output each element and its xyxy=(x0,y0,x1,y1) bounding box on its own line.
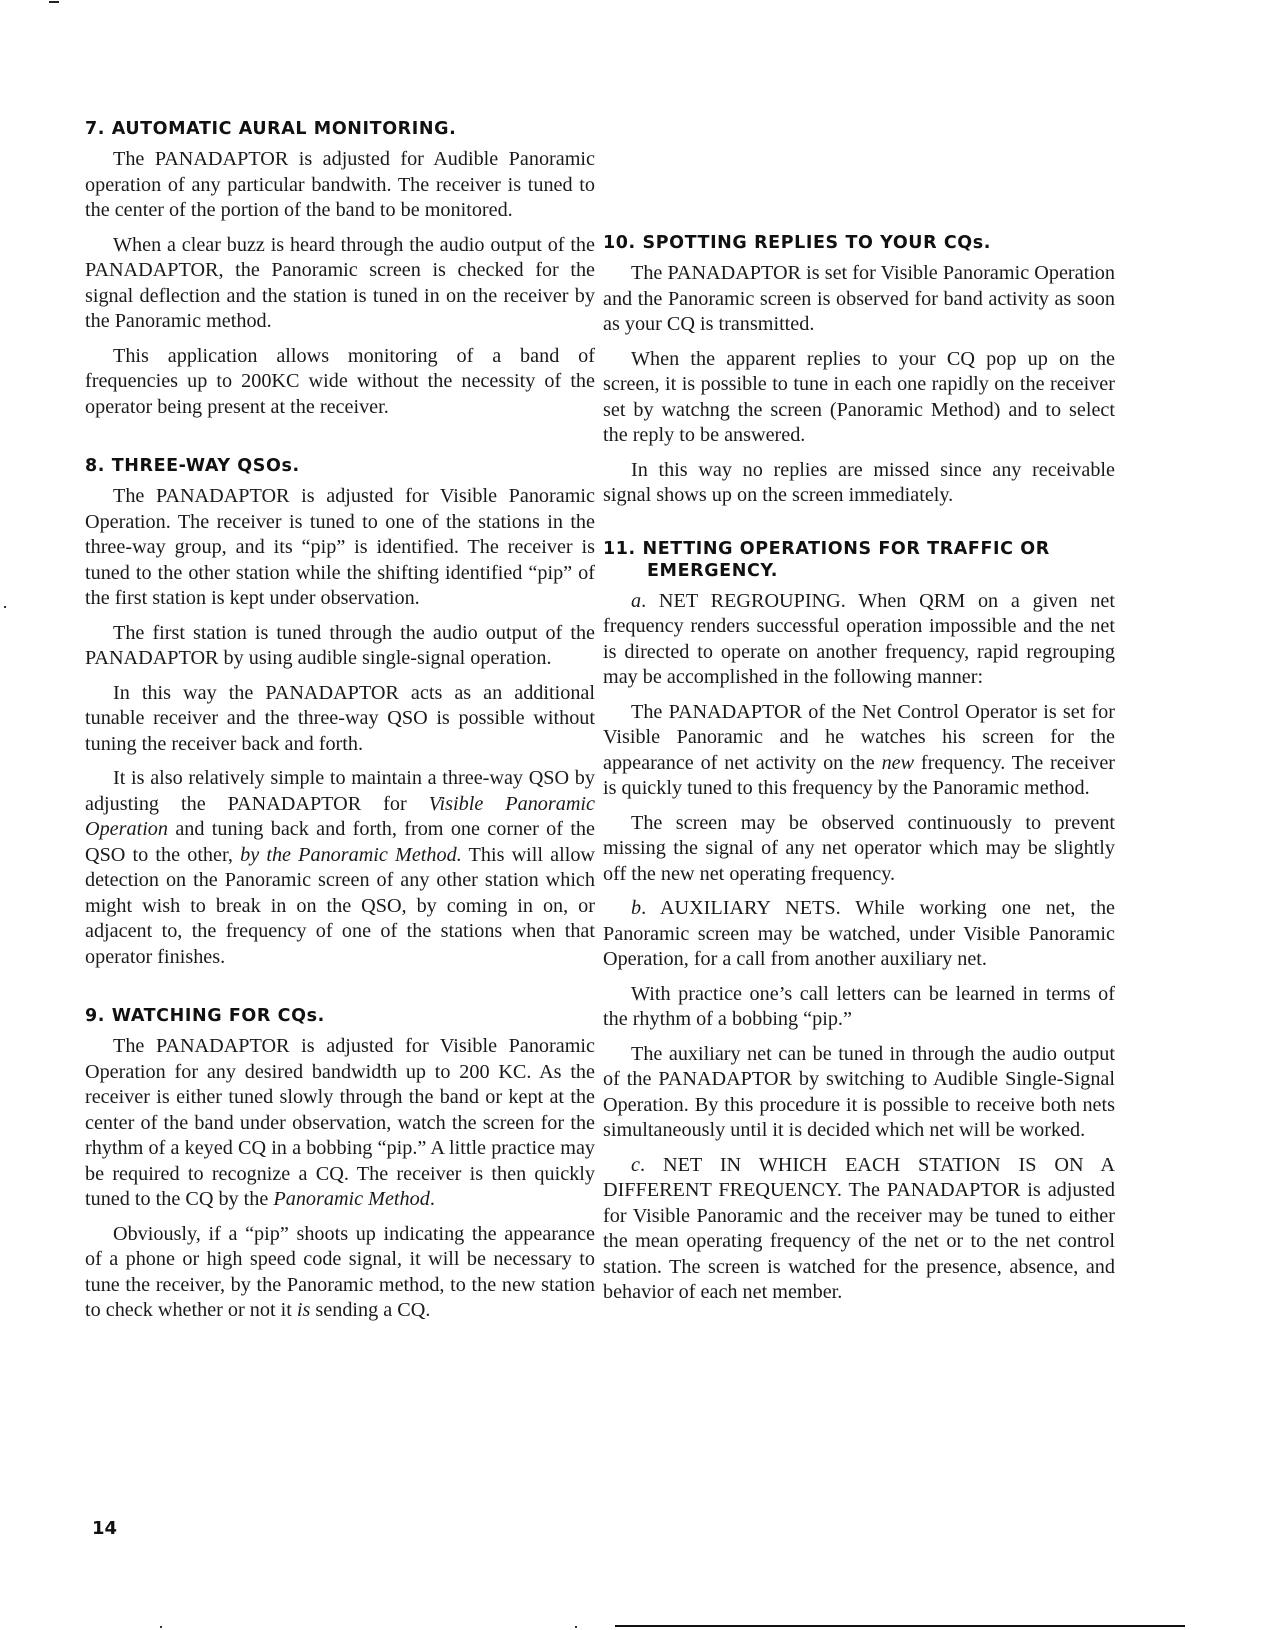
subsection-a-net-regrouping xyxy=(603,589,1115,691)
subsection-label: c xyxy=(631,1153,640,1176)
paragraph: In this way no replies are missed since any receivable signal shows up on the screen immediately. xyxy=(603,458,1115,506)
heading-line: EMERGENCY. xyxy=(647,560,779,581)
section-heading: 8. THREE-WAY QSOs. xyxy=(85,456,300,476)
text-run: . NET REGROUPING. When QRM on a given net frequency renders successful operation impossible and the net is directed to operate on another frequency, rapid regrouping may be accomplished in the following manner: xyxy=(603,589,1115,688)
paragraph: The PANADAPTOR is adjusted for Audible Panoramic operation of any particular bandwith. The receiver is tuned to the center of the portion of the band to be monitored. xyxy=(85,148,595,221)
italic-run: by the Panoramic Method. xyxy=(240,843,462,866)
section-heading: 7. AUTOMATIC AURAL MONITORING. xyxy=(85,119,457,139)
paragraph: The PANADAPTOR is adjusted for Visible Panoramic Operation. The receiver is tuned to one of the stations in the three-way group, and its “pip” is identified. The receiver is tuned to the other station while the shifting identified “pip” of the first station is kept under observation. xyxy=(85,485,595,609)
scan-speck xyxy=(4,606,6,608)
paragraph: With practice one’s call letters can be learned in terms of the rhythm of a bobbing “pip.” xyxy=(603,982,1115,1030)
subsection-b-auxiliary-nets xyxy=(603,896,1115,973)
right-column xyxy=(603,232,1115,1315)
italic-run: Visible Panoramic Operation xyxy=(85,792,595,840)
paragraph-continued xyxy=(85,1222,595,1324)
section-heading: 10. SPOTTING REPLIES TO YOUR CQs. xyxy=(603,233,992,253)
scan-speck xyxy=(160,1626,162,1628)
text-run: The PANADAPTOR is adjusted for Visible Panoramic Operation for any desired bandwidth up to 200 KC. As the receiver is either tuned slowly through the band or kept at the center of the band under observation, watch the screen for the rhythm of a keyed CQ in a bobbing “pip.” A little practice may be required to recognize a CQ. The receiver is then quickly tuned to the CQ by the xyxy=(85,1035,595,1210)
text-run: . AUXILIARY NETS. While working one net, the Panoramic screen may be watched, under Visible Panoramic Operation, for a call from another auxiliary net. xyxy=(603,897,1115,970)
text-run: frequency. The receiver is quickly tuned to this frequency by the Panoramic method. xyxy=(603,751,1115,799)
scan-edge-line xyxy=(615,1625,1185,1627)
section-11-netting-operations xyxy=(603,538,1115,1306)
paragraph xyxy=(603,700,1115,802)
paragraph: The PANADAPTOR is set for Visible Panoramic Operation and the Panoramic screen is observed for band activity as soon as your CQ is transmitted. xyxy=(603,262,1115,335)
paragraph xyxy=(85,1034,595,1213)
page-number: 14 xyxy=(92,1518,118,1539)
paragraph: The first station is tuned through the audio output of the PANADAPTOR by using audible single-signal operation. xyxy=(85,621,595,669)
text-run: and tuning back and forth, from one corner of the QSO to the other, xyxy=(85,818,595,866)
italic-run: new xyxy=(881,751,915,774)
section-8-three-way-qsos xyxy=(85,455,595,970)
italic-run: is xyxy=(296,1299,311,1321)
section-9-watching-for-cqs xyxy=(85,1005,595,1324)
subsection-c-net-each-station-different-frequency xyxy=(603,1153,1115,1306)
scan-artifact xyxy=(49,1,59,3)
text-run: . xyxy=(429,1188,435,1210)
text-run: Obviously, if a “pip” shoots up indicating the appearance of a phone or high speed code signal, it will be necessary to tune the receiver, by the Panoramic method, to the new station to check whether or not it xyxy=(85,1222,595,1321)
paragraph: When the apparent replies to your CQ pop up on the screen, it is possible to tune in each one rapidly on the receiver set by watchng the screen (Panoramic Method) and to select the reply to be answered. xyxy=(603,347,1115,446)
section-7-automatic-aural-monitoring xyxy=(85,118,595,420)
section-10-spotting-replies xyxy=(603,232,1115,509)
paragraph: The screen may be observed continuously to prevent missing the signal of any net operator which may be slightly off the new net operating frequency. xyxy=(603,811,1115,885)
paragraph: When a clear buzz is heard through the audio output of the PANADAPTOR, the Panoramic screen is checked for the signal deflection and the station is tuned in on the receiver by the Panoramic method. xyxy=(85,233,595,332)
section-heading: 9. WATCHING FOR CQs. xyxy=(85,1006,325,1026)
paragraph xyxy=(85,766,595,970)
paragraph: The auxiliary net can be tuned in through the audio output of the PANADAPTOR by switching to Audible Single-Signal Operation. By this procedure it is possible to receive both nets simultaneously until it is decided which net will be worked. xyxy=(603,1042,1115,1141)
subsection-label: a xyxy=(631,589,642,612)
left-column xyxy=(85,118,595,1333)
heading-line: 11. NETTING OPERATIONS FOR TRAFFIC OR xyxy=(603,538,1050,559)
scan-speck xyxy=(575,1626,577,1628)
text-run: It is also relatively simple to maintain a three-way QSO by adjusting the PANADAPTOR for xyxy=(85,767,595,815)
text-run: sending a CQ. xyxy=(310,1299,431,1321)
text-run: . NET IN WHICH EACH STATION IS ON A DIFFERENT FREQUENCY. The PANADAPTOR is adjusted for Visible Panoramic and the receiver may be tuned to either the mean operating frequency of the net or to the net control station. The screen is watched for the presence, absence, and behavior of each net member. xyxy=(603,1153,1115,1303)
paragraph: This application allows monitoring of a band of frequencies up to 200KC wide without the necessity of the operator being present at the receiver. xyxy=(85,344,595,418)
text-run: This will allow detection on the Panoramic screen of any other station which might wish to break in on the QSO, by coming in on, or adjacent to, the frequency of one of the stations when that operator finishes. xyxy=(85,843,596,968)
italic-run: Panoramic Method xyxy=(273,1188,430,1210)
text-run: The PANADAPTOR of the Net Control Operator is set for Visible Panoramic and he watches his screen for the appearance of net activity on the xyxy=(603,700,1115,774)
subsection-label: b xyxy=(631,897,642,919)
paragraph: In this way the PANADAPTOR acts as an additional tunable receiver and the three-way QSO is possible without tuning the receiver back and forth. xyxy=(85,681,595,755)
section-heading xyxy=(603,538,1115,582)
